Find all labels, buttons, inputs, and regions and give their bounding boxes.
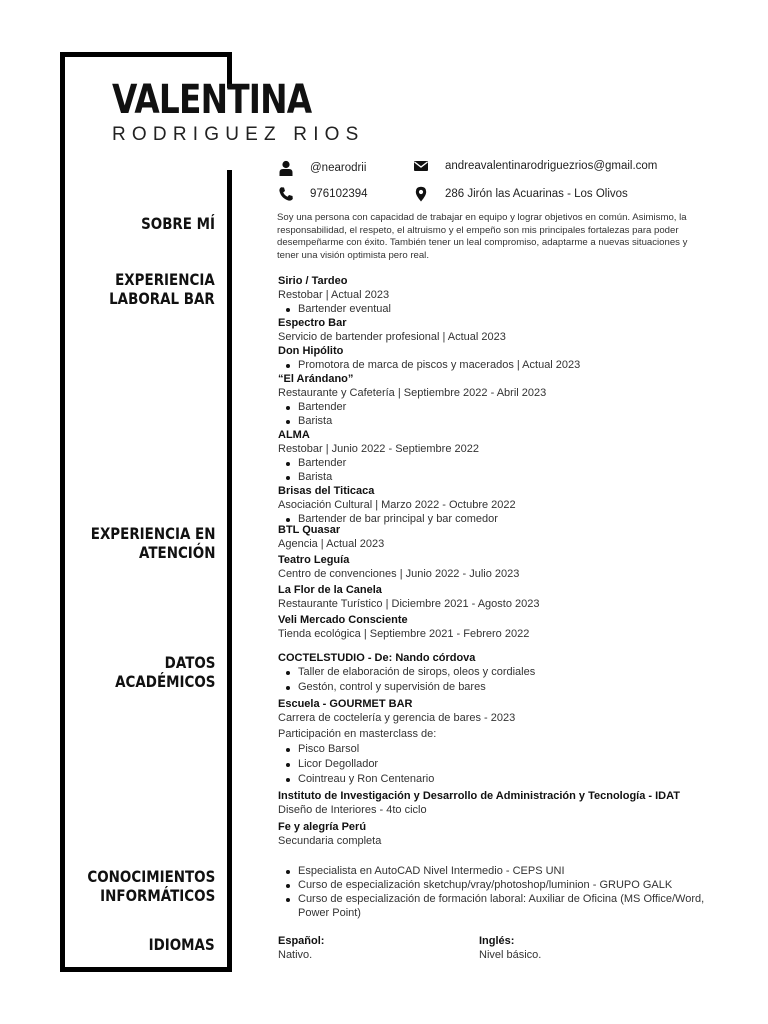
list-item: Taller de elaboración de sirops, oleos y cordiales (286, 665, 738, 680)
section-title-computing: CONOCIMIENTOS INFORMÁTICOS (87, 867, 215, 905)
academic-list (278, 651, 738, 849)
list-item: Licor Degollador (286, 757, 738, 772)
language-spanish: Español: Nativo. (278, 935, 325, 961)
contact-social (278, 160, 366, 176)
section-title-about: SOBRE MÍ (141, 214, 215, 233)
about-text: Soy una persona con capacidad de trabajar en equipo y lograr objetivos en común. Asimismo, la responsabilidad, el respeto, el altruismo y el empeño son mis principales fortalezas para poder desempeñarme con éxito. También tener un leal compromiso, adaptarme a nuevas situaciones y tener una visión optimista pero real. (277, 212, 688, 261)
academic-entry: Escuela - GOURMET BAR Carrera de coctelería y gerencia de bares - 2023 Participación en masterclass de: Pisco Barsol Licor Degollador Cointreau y Ron Centenario (278, 697, 738, 787)
experience-entry: Teatro Leguía Centro de convenciones | Junio 2022 - Julio 2023 (278, 554, 520, 580)
academic-entry: COCTELSTUDIO - De: Nando córdova Taller de elaboración de sirops, oleos y cordiales Gestón, control y supervisión de bares (278, 651, 738, 695)
experience-entry: Sirio / Tardeo Restobar | Actual 2023 Bartender eventual (278, 274, 738, 316)
frame-top-border (60, 52, 232, 57)
attention-experience-list (278, 523, 738, 641)
frame-right-border-bottom (227, 170, 232, 972)
section-title-languages: IDIOMAS (148, 935, 215, 954)
experience-entry: Don Hipólito Promotora de marca de piscos y macerados | Actual 2023 (278, 344, 738, 372)
user-icon (278, 160, 294, 176)
academic-entry: Instituto de Investigación y Desarrollo de Administración y Tecnología - IDAT Diseño de Interiores - 4to ciclo (278, 790, 680, 816)
list-item: Gestón, control y supervisión de bares (286, 680, 738, 695)
list-item: Bartender de bar principal y bar comedor (286, 512, 738, 526)
location-pin-icon (413, 186, 429, 202)
bar-experience-list (278, 274, 738, 526)
phone-icon (278, 186, 294, 202)
section-title-attention-experience: EXPERIENCIA EN ATENCIÓN (90, 524, 215, 562)
list-item: Barista (286, 414, 738, 428)
section-title-academic: DATOS ACADÉMICOS (114, 653, 215, 691)
first-name: VALENTINA (112, 77, 312, 123)
section-title-bar-experience: EXPERIENCIA LABORAL BAR (109, 270, 215, 308)
computing-list (278, 864, 718, 920)
experience-entry: Veli Mercado Consciente Tienda ecológica | Septiembre 2021 - Febrero 2022 (278, 614, 530, 640)
frame-left-border (60, 52, 65, 972)
list-item: Bartender (286, 456, 738, 470)
last-name: RODRIGUEZ RIOS (112, 124, 365, 145)
experience-entry: Brisas del Titicaca Asociación Cultural | Marzo 2022 - Octubre 2022 Bartender de bar principal y bar comedor (278, 484, 738, 526)
language-english: Inglés: Nivel básico. (479, 935, 542, 961)
experience-entry: ALMA Restobar | Junio 2022 - Septiembre 2022 Bartender Barista (278, 428, 738, 484)
email-address: andreavalentinarodriguezrios@gmail.com (445, 160, 658, 172)
contact-phone (278, 186, 368, 202)
social-handle: @nearodrii (310, 162, 367, 174)
list-item: Bartender eventual (286, 302, 738, 316)
academic-entry: Fe y alegría Perú Secundaria completa (278, 821, 382, 847)
list-item: Pisco Barsol (286, 742, 738, 757)
list-item: Especialista en AutoCAD Nivel Intermedio - CEPS UNI (286, 864, 718, 878)
list-item: Bartender (286, 400, 738, 414)
address: 286 Jirón las Acuarinas - Los Olivos (445, 188, 628, 200)
list-item: Curso de especialización sketchup/vray/photoshop/luminion - GRUPO GALK (286, 878, 718, 892)
experience-entry: “El Arándano” Restaurante y Cafetería | Septiembre 2022 - Abril 2023 Bartender Barista (278, 372, 738, 428)
contact-address (413, 186, 628, 202)
list-item: Curso de especialización de formación laboral: Auxiliar de Oficina (MS Office/Word, Power Point) (286, 892, 718, 920)
list-item: Barista (286, 470, 738, 484)
experience-entry: La Flor de la Canela Restaurante Turístico | Diciembre 2021 - Agosto 2023 (278, 584, 540, 610)
envelope-icon (413, 158, 429, 174)
contact-email (413, 158, 657, 174)
list-item: Cointreau y Ron Centenario (286, 772, 738, 787)
phone-number: 976102394 (310, 188, 368, 200)
experience-entry: Espectro Bar Servicio de bartender profesional | Actual 2023 (278, 317, 506, 343)
frame-bottom-border (60, 967, 232, 972)
experience-entry: BTL Quasar Agencia | Actual 2023 (278, 524, 385, 550)
list-item: Promotora de marca de piscos y macerados | Actual 2023 (286, 358, 738, 372)
